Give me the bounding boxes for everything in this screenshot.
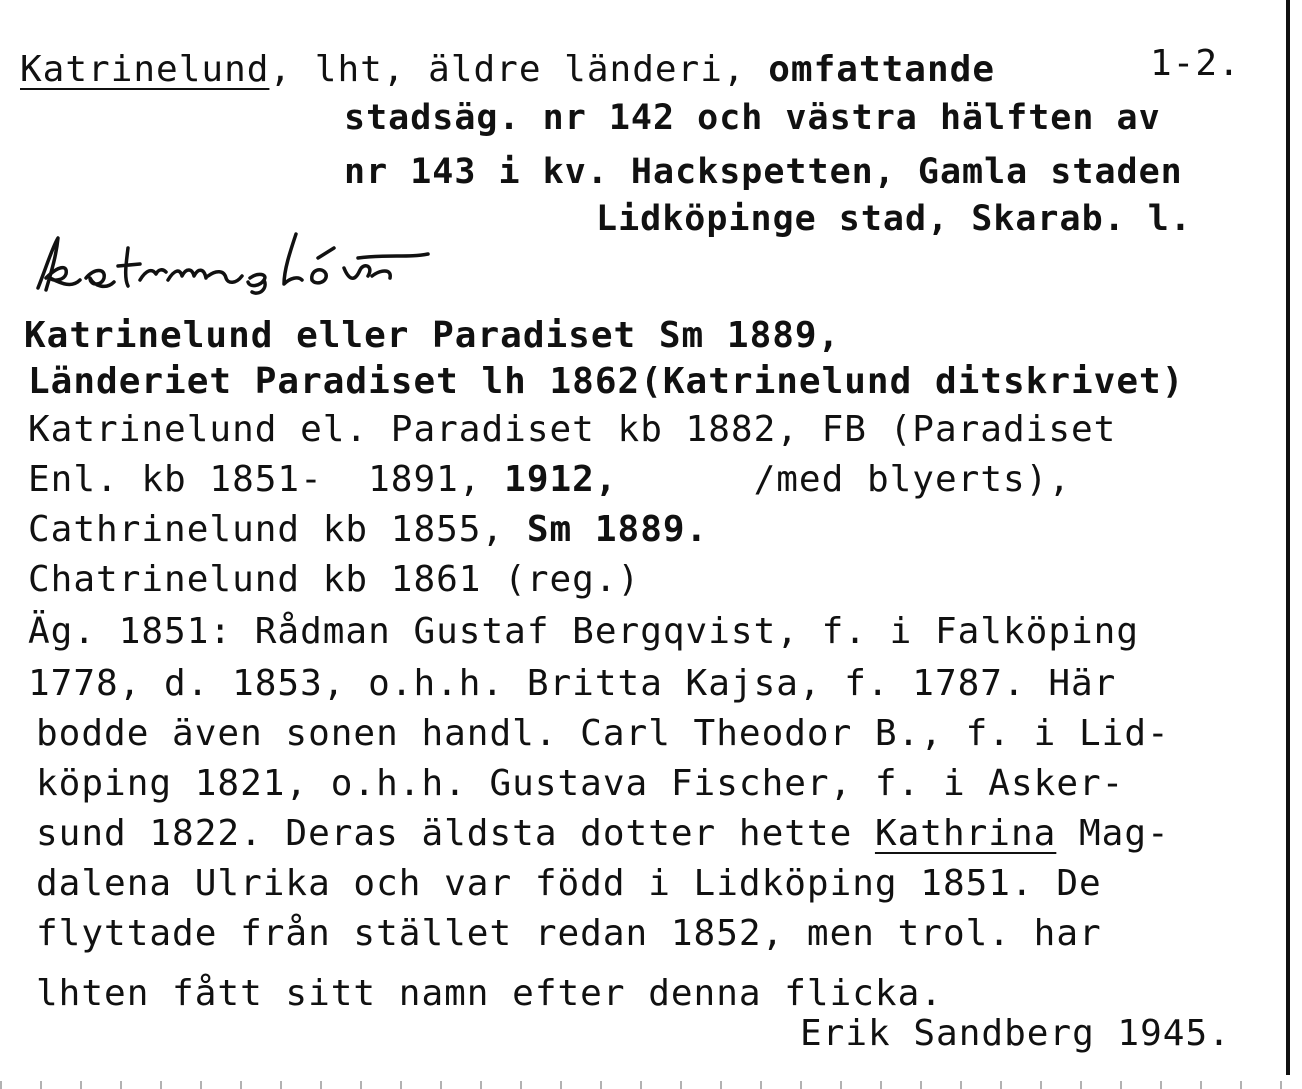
- form-line-4: [28, 458, 1071, 502]
- form-line-4-part-c: /med blyerts),: [617, 459, 1072, 500]
- header-line-1: [20, 48, 995, 92]
- history-line-6: dalena Ulrika och var född i Lidköping 1851. De: [36, 863, 1102, 904]
- form-line-3: Katrinelund el. Paradiset kb 1882, FB (Paradiset: [28, 409, 1117, 450]
- history-line-1: Äg. 1851: Rådman Gustaf Bergqvist, f. i Falköping: [28, 611, 1140, 652]
- card-bottom-edge: [0, 1081, 1302, 1089]
- form-line-4-part-a: Enl. kb 1851- 1891,: [28, 459, 505, 500]
- history-line-7: flyttade från stället redan 1852, men trol. har: [36, 913, 1102, 954]
- card-right-edge: [1286, 0, 1290, 1075]
- place-name: Katrinelund: [20, 49, 270, 90]
- history-line-2: 1778, d. 1853, o.h.h. Britta Kajsa, f. 1787. Här: [28, 663, 1117, 704]
- header-emphasis: omfattande: [768, 49, 995, 90]
- form-line-5-part-b: Sm 1889.: [526, 509, 709, 550]
- header-line-3: nr 143 i kv. Hackspetten, Gamla staden: [344, 152, 1183, 192]
- daughter-name: Kathrina: [874, 813, 1057, 854]
- signature: Erik Sandberg 1945.: [800, 1013, 1231, 1054]
- form-line-5-part-a: Cathrinelund kb 1855,: [28, 509, 527, 550]
- history-line-5: [36, 812, 1170, 856]
- form-line-6: Chatrinelund kb 1861 (reg.): [28, 559, 641, 600]
- history-line-5-part-b: Mag-: [1056, 813, 1170, 854]
- history-line-5-part-a: sund 1822. Deras äldsta dotter hette: [36, 813, 875, 854]
- form-line-2: Länderiet Paradiset lh 1862(Katrinelund ditskrivet): [28, 361, 1185, 402]
- form-line-4-part-b: 1912,: [504, 459, 618, 500]
- history-line-4: köping 1821, o.h.h. Gustava Fischer, f. i Asker-: [36, 763, 1125, 804]
- form-line-1: Katrinelund eller Paradiset Sm 1889,: [24, 315, 841, 356]
- handwritten-note: [28, 218, 568, 298]
- header-description: , lht, äldre länderi,: [269, 49, 769, 90]
- card-code: 1-2.: [1150, 43, 1241, 84]
- history-line-3: bodde även sonen handl. Carl Theodor B., f. i Lid-: [36, 713, 1170, 754]
- form-line-5: [28, 508, 708, 552]
- header-line-2: stadsäg. nr 142 och västra hälften av: [344, 98, 1161, 138]
- handwriting-strokes: [28, 218, 568, 298]
- header-line-4: Lidköpinge stad, Skarab. l.: [596, 199, 1192, 239]
- history-line-8: lhten fått sitt namn efter denna flicka.: [36, 973, 943, 1014]
